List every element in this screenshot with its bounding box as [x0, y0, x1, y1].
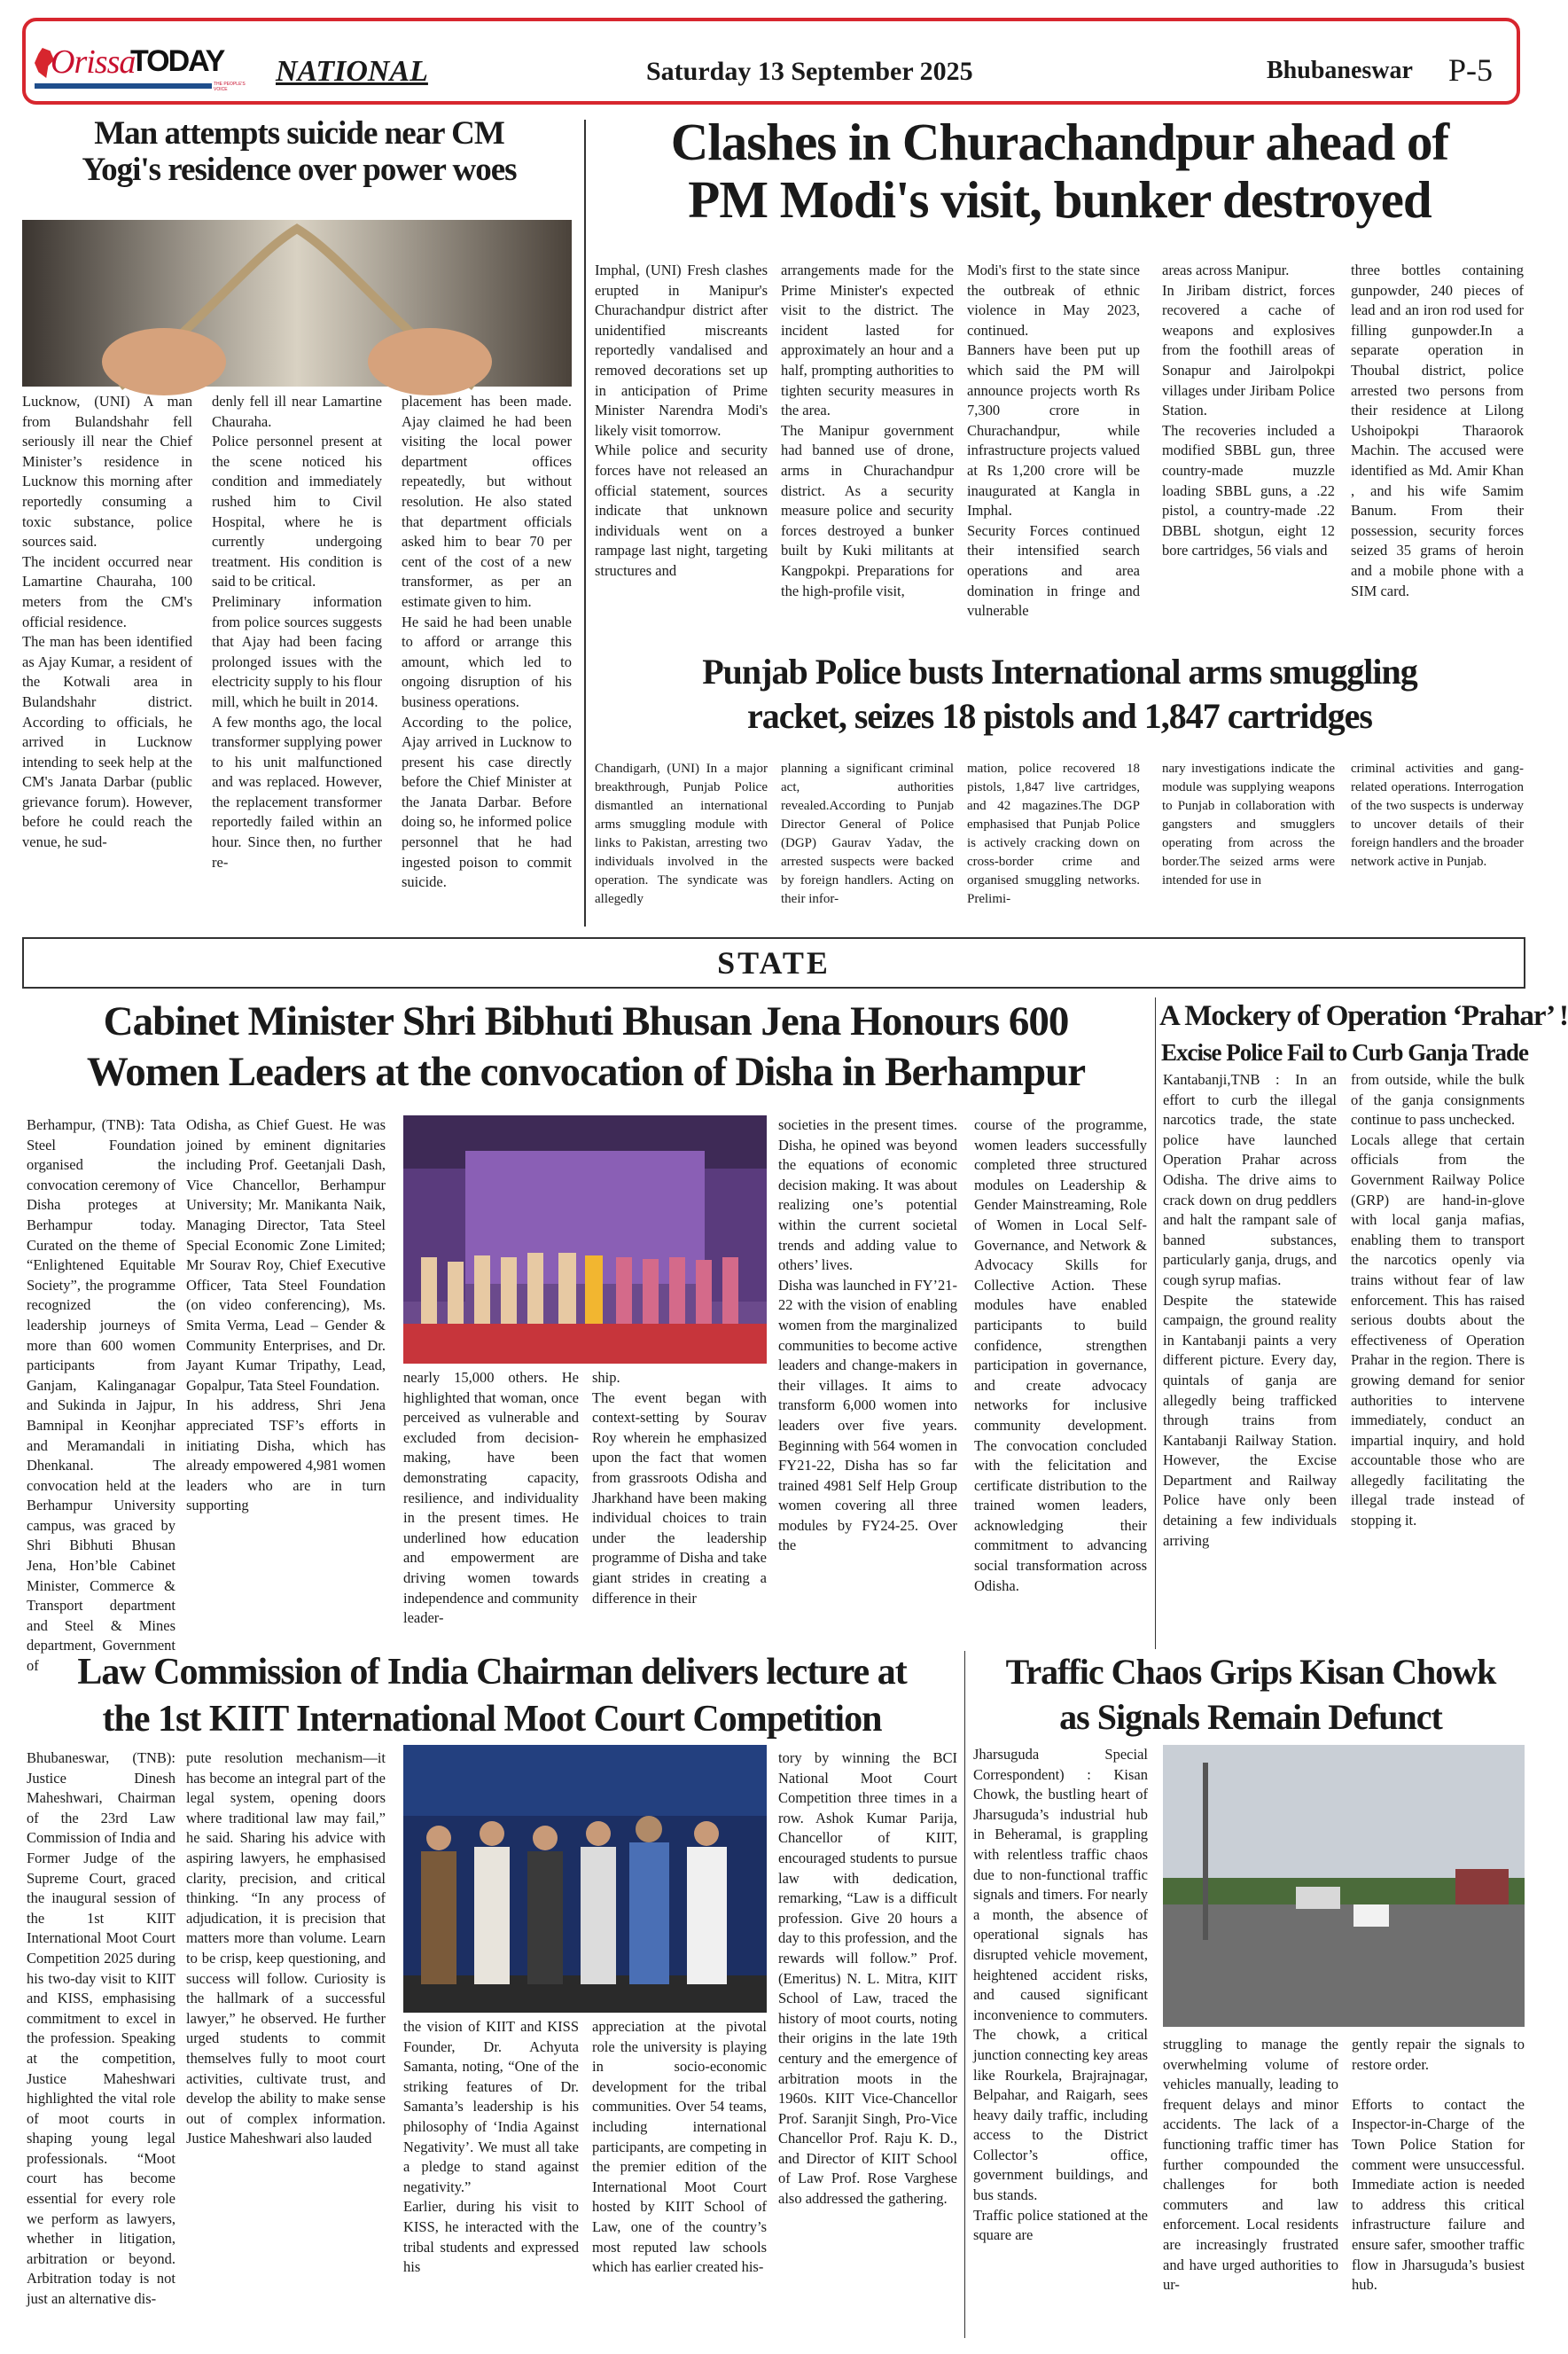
headline-line: Excise Police Fail to Curb Ganja Trade	[1161, 1038, 1528, 1066]
headline-traffic	[971, 1649, 1530, 1740]
headline-line: Punjab Police busts International arms smuggling	[702, 652, 1417, 692]
headline-line: Law Commission of India Chairman delivers lecture at	[77, 1652, 907, 1693]
article-column: placement has been made. Ajay claimed he had been visiting the local power department offices repeatedly, but without resolution. He also stated that department officials asked him to bear 70 per cent of the cost of a new transformer, as per an estimate given to him. He said he had been unable to afford or arrange this amount, which led to ongoing disruption of his business operations. According to the police, Ajay arrived in Lucknow to present his case directly before the Chief Minister at the Janata Darbar. Before doing so, he informed police personnel that he had ingested poison to commit suicide.	[402, 393, 572, 891]
headline-line: racket, seizes 18 pistols and 1,847 cartridges	[746, 696, 1372, 736]
photo-kiit-moot-court	[403, 1745, 767, 2013]
headline-suicide	[22, 115, 576, 189]
headline-line: Yogi's residence over power woes	[82, 152, 517, 189]
article-column: nearly 15,000 others. He highlighted that woman, once perceived as vulnerable and excluded from decision-making, have been demonstrating capacity, resilience, and individuality in the present times. He underlined how education and empowerment are driving women towards independence and community leader-	[403, 1369, 579, 1627]
logo-text-today: TODAY	[130, 44, 224, 78]
column-divider	[964, 1651, 965, 2338]
column-divider	[584, 120, 586, 927]
headline-law-commission	[22, 1649, 962, 1742]
headline-line: Clashes in Churachandpur ahead of	[670, 113, 1449, 171]
article-column: arrangements made for the Prime Minister's expected visit to the district. The incident lasted for approximately an hour and a half, prompting authorities to tighten security measures in the area. The Manipur government had banned use of drone, arms in Churachandpur district. As a security measure police and security forces destroyed a bunker built by Kuki militants at Kangpokpi. Preparations for the high-profile visit,	[781, 262, 954, 599]
article-column: Imphal, (UNI) Fresh clashes erupted in Manipur's Churachandpur district after unidentified miscreants reportedly vandalised and removed decorations set up in anticipation of Prime Minister Narendra Modi's likely visit tomorrow. While police and security forces have not released an official statement, sources indicate that unknown individuals went on a rampage last night, targeting structures and	[595, 262, 768, 579]
headline-line: PM Modi's visit, bunker destroyed	[688, 169, 1431, 229]
orissa-today-logo[interactable]	[35, 43, 247, 96]
headline-punjab	[592, 650, 1527, 739]
masthead	[22, 18, 1520, 105]
article-column: the vision of KIIT and KISS Founder, Dr. Achyuta Samanta, noting, “One of the striking features of Dr. Samanta’s leadership is his philosophy of ‘India Against Negativity’. We must all take a pledge to stand against negativity.” Earlier, during his visit to KISS, he interacted with the tribal students and expressed his	[403, 2018, 579, 2276]
article-column: three bottles containing gunpowder, 240 pieces of lead and an iron rod used for filling gunpowder.In a separate operation in Thoubal district, police arrested two persons from their residence at Lilong Ushoipokpi Tharaorok Machin. The accused were identified as Md. Amir Khan , and his wife Samim Banum. From their possession, security forces seized 35 grams of heroin and a mobile phone with a SIM card.	[1351, 262, 1524, 599]
logo-text-orissa: Orissa	[51, 43, 136, 81]
article-column: planning a significant criminal act, authorities revealed.According to Punjab Director General of Police (DGP) Gaurav Yadav, the arrested suspects were backed by foreign handlers. Acting on their infor-	[781, 762, 954, 906]
section-label: NATIONAL	[276, 55, 428, 88]
article-column: course of the programme, women leaders successfully completed three structured modules on Leadership & Gender Mainstreaming, Role of Women in Local Self-Governance, and Network & Advocacy Skills for Collective Action. These modules have enabled participants to build confidence, strengthen participation in governance, and create advocacy networks for inclusive community development. The convocation concluded with the felicitation and certificate distribution to the trained women leaders, acknowledging their commitment to advancing social transformation across Odisha.	[974, 1116, 1147, 1594]
article-column: Chandigarh, (UNI) In a major breakthrough, Punjab Police dismantled an international arms smuggling module with links to Pakistan, arresting two individuals involved in the operation. The syndicate was allegedly	[595, 762, 768, 906]
headline-disha	[22, 997, 1150, 1099]
article-column: Kantabanji,TNB : In an effort to curb the illegal narcotics trade, the state police have launched Operation Prahar across Odisha. The drive aims to crack down on drug peddlers and halt the rampant sale of banned substances, particularly ganja, drugs, and cough syrup mafias. Despite the statewide campaign, the ground reality in Kantabanji paints a very different picture. Every day, quintals of ganja are allegedly being trafficked through trains from Kantabanji Railway Station. However, the Excise Department and Railway Police have only been detaining a few individuals arriving	[1163, 1071, 1337, 1549]
article-column: Lucknow, (UNI) A man from Bulandshahr fell seriously ill near the Chief Minister’s residence in Lucknow this morning after reportedly consuming a toxic substance, police sources said. The incident occurred near Lamartine Chauraha, 100 meters from the CM's official residence. The man has been identified as Ajay Kumar, a resident of the Kotwali area in Bulandshahr district. According to officials, he arrived in Lucknow intending to seek help at the CM's Janata Darbar (public grievance forum). However, before he could reach the venue, he sud-	[22, 393, 192, 851]
headline-line: Traffic Chaos Grips Kisan Chowk	[1005, 1652, 1496, 1692]
article-column: denly fell ill near Lamartine Chauraha. Police personnel present at the scene noticed his condition and immediately rushed him to Civil Hospital, where he is currently undergoing treatment. His condition is said to be critical. Preliminary information from police sources suggests that Ajay had been facing prolonged issues with the electricity supply to his flour mill, which he built in 2014. A few months ago, the local transformer supplying power to his unit malfunctioned and was replaced. However, the replacement transformer reportedly failed within an hour. Since then, no further re-	[212, 393, 382, 871]
article-column: Jharsuguda Special Correspondent) : Kisan Chowk, the bustling heart of Jharsuguda’s industrial hub in Beheramal, is grappling with relentless traffic chaos due to non-functional traffic signals and timers. For nearly a month, the absence of operational signals has disrupted vehicle movement, heightened accident risks, and caused significant inconvenience to commuters. The chowk, a critical junction connecting key areas like Rourkela, Brajrajnagar, Belpahar, and Raigarh, sees heavy daily traffic, including access to the District Collector’s office, government buildings, and bus stands. Traffic police stationed at the square are	[973, 1746, 1148, 2244]
article-column: Bhubaneswar, (TNB): Justice Dinesh Maheshwari, Chairman of the 23rd Law Commission of India and Former Judge of the Supreme Court, graced the inaugural session of the 1st KIIT International Moot Court Competition 2025 during his two-day visit to KIIT and KISS, emphasising commitment to excel in the profession. Speaking at the competition, Justice Maheshwari highlighted the vital role of moot courts in shaping young legal professionals. “Moot court has become essential for every role we perform as lawyers, whether in litigation, arbitration or beyond. Arbitration today is not just an alternative dis-	[27, 1749, 176, 2308]
article-column: areas across Manipur. In Jiribam district, forces recovered a cache of weapons and explosives from the foothill areas of Sonapur and Jairolpokpi villages under Jiribam Police Station. The recoveries included a modified SBBL gun, three country-made muzzle loading SBBL guns, a .22 pistol, a country-made .22 DBBL shotgun, eight 12 bore cartridges, 56 vials and	[1162, 262, 1335, 559]
article-column: nary investigations indicate the module was supplying weapons to Punjab in collaboration with gangsters and smugglers operating from across the border.The seized arms were intended for use in	[1162, 762, 1335, 888]
article-column: tory by winning the BCI National Moot Court Competition three times in a row. Ashok Kumar Parija, Chancellor of KIIT, encouraged students to pursue law with dedication, remarking, “Law is a difficult profession. Give 20 hours a day to this profession, and the rewards will follow.” Prof. (Emeritus) N. L. Mitra, KIIT School of Law, traced the history of moot courts, noting their origins in the late 19th century and the emergence of arbitration moots in the 1960s. KIIT Vice-Chancellor Prof. Saranjit Singh, Pro-Vice Chancellor Prof. Raju K. D., and Director of KIIT School of Law Prof. Rose Varghese also addressed the gathering.	[778, 1749, 957, 2208]
article-column: struggling to manage the overwhelming volume of vehicles manually, leading to frequent delays and minor accidents. The lack of a functioning traffic timer has further compounded the challenges for both commuters and law enforcement. Local residents are increasingly frustrated and have urged authorities to ur-	[1163, 2036, 1338, 2294]
article-column: from outside, while the bulk of the ganja consignments continue to pass unchecked. Locals allege that certain officials from the Government Railway Police (GRP) are hand-in-glove with local ganja mafias, enabling them to transport the narcotics openly via trains without fear of law enforcement. This has raised serious doubts about the effectiveness of Operation Prahar in the region. There is growing demand for senior authorities to intervene immediately, conduct an impartial inquiry, and hold accountable those who are allegedly facilitating the illegal trade instead of stopping it.	[1351, 1071, 1525, 1529]
article-column: pute resolution mechanism—it has become an integral part of the legal system, opening doors where traditional law may fail,” he said. Sharing his advice with aspiring lawyers, he emphasised clarity, precision, and critical thinking. “In any process of adjudication, it is precision that matters more than volume. Learn to be crisp, keep questioning, and success will follow. Curiosity is the hallmark of a successful lawyer,” he observed. He further urged students to commit themselves fully to moot court activities, cultivate trust, and develop the ability to make sense out of complex information. Justice Maheshwari also lauded	[186, 1749, 386, 2147]
section-bar-state: STATE	[22, 937, 1525, 989]
article-column: societies in the present times. Disha, he opined was beyond the equations of economic decision making. It was about realizing one’s potential within the current societal trends and adding value to others’ lives. Disha was launched in FY’21-22 with the vision of enabling women from the marginalized communities to become active leaders and change-makers in their villages. It aims to transform 6,000 women into leaders over five years. Beginning with 564 women in FY21-22, Disha has so far trained 4981 Self Help Group women covering all three modules by FY24-25. Over the	[778, 1116, 957, 1554]
photo-hands-rope	[22, 220, 572, 387]
article-column: appreciation at the pivotal role the university is playing in socio-economic development for the tribal communities. Over 54 teams, including international participants, are competing in the premier edition of the International Moot Court hosted by KIIT School of Law, one of the country’s most reputed law schools which has earlier created his-	[592, 2018, 767, 2276]
headline-line: A Mockery of Operation ‘Prahar’ !	[1159, 1000, 1568, 1032]
issue-date: Saturday 13 September 2025	[646, 57, 973, 86]
photo-disha-convocation	[403, 1115, 767, 1364]
headline-prahar	[1159, 997, 1568, 1068]
article-column: Modi's first to the state since the outbreak of ethnic violence in May 2023, continued. Banners have been put up which said the PM will announce projects worth Rs 7,300 crore in Churachandpur, while infrastructure projects valued at Rs 1,200 crore will be inaugurated at Kangla in Imphal. Security Forces continued their intensified search operations and area domination in fringe and vulnerable	[967, 262, 1140, 620]
headline-line: Man attempts suicide near CM	[94, 115, 504, 152]
edition-city: Bhubaneswar	[1267, 57, 1413, 84]
logo-underline	[35, 83, 212, 89]
article-column: Berhampur, (TNB): Tata Steel Foundation organised the convocation ceremony of Disha proteges at Berhampur today. Curated on the theme of “Enlightened Equitable Society”, the programme recognized the leadership journeys of more than 600 women participants from Ganjam, Kalinganagar and Sukinda in Jajpur, Bamnipal in Keonjhar and Meramandali in Dhenkanal. The convocation held at the Berhampur University campus, was graced by Shri Bibhuti Bhusan Jena, Hon’ble Cabinet Minister, Commerce & Transport department and Steel & Mines department, Government of	[27, 1116, 176, 1675]
page-number: P-5	[1448, 52, 1494, 88]
article-column: criminal activities and gang-related operations. Interrogation of the two suspects is underway to uncover details of their foreign handlers and the broader network active in Punjab.	[1351, 762, 1524, 869]
article-column: gently repair the signals to restore order. Efforts to contact the Inspector-in-Charge of the Town Police Station for comment were unsuccessful. Immediate action is needed to address this critical infrastructure failure and ensure safer, smoother traffic flow in Jharsuguda’s busiest hub.	[1352, 2036, 1525, 2294]
article-column: ship. The event began with context-setting by Sourav Roy wherein he emphasized upon the fact that women from grassroots Odisha and Jharkhand have been making individual choices to train under the leadership programme of Disha and take giant strides in creating a difference in their	[592, 1369, 767, 1607]
column-divider	[1155, 997, 1156, 1649]
logo-tagline: THE PEOPLE'S VOICE	[214, 82, 246, 92]
headline-clashes	[592, 113, 1527, 229]
photo-kisan-chowk-traffic	[1163, 1745, 1525, 2027]
article-column: mation, police recovered 18 pistols, 1,847 live cartridges, and 42 magazines.The DGP emphasised that Punjab Police is actively cracking down on cross-border crime and organised smuggling networks. Prelimi-	[967, 762, 1140, 906]
headline-line: as Signals Remain Defunct	[1059, 1697, 1442, 1738]
headline-line: the 1st KIIT International Moot Court Competition	[102, 1698, 882, 1740]
headline-line: Women Leaders at the convocation of Disha in Berhampur	[86, 1049, 1086, 1096]
headline-line: Cabinet Minister Shri Bibhuti Bhusan Jena Honours 600	[103, 998, 1069, 1044]
article-column: Odisha, as Chief Guest. He was joined by eminent dignitaries including Prof. Geetanjali Dash, Vice Chancellor, Berhampur University; Mr. Manikanta Naik, Managing Director, Tata Steel Special Economic Zone Limited; Mr Sourav Roy, Chief Executive Officer, Tata Steel Foundation (on video conferencing), Ms. Smita Verma, Lead – Gender & Community Enterprises, and Dr. Jayant Kumar Tripathy, Lead, Gopalpur, Tata Steel Foundation. In his address, Shri Jena appreciated TSF’s efforts in initiating Disha, which has already empowered 4,981 women leaders who are in turn supporting	[186, 1116, 386, 1514]
